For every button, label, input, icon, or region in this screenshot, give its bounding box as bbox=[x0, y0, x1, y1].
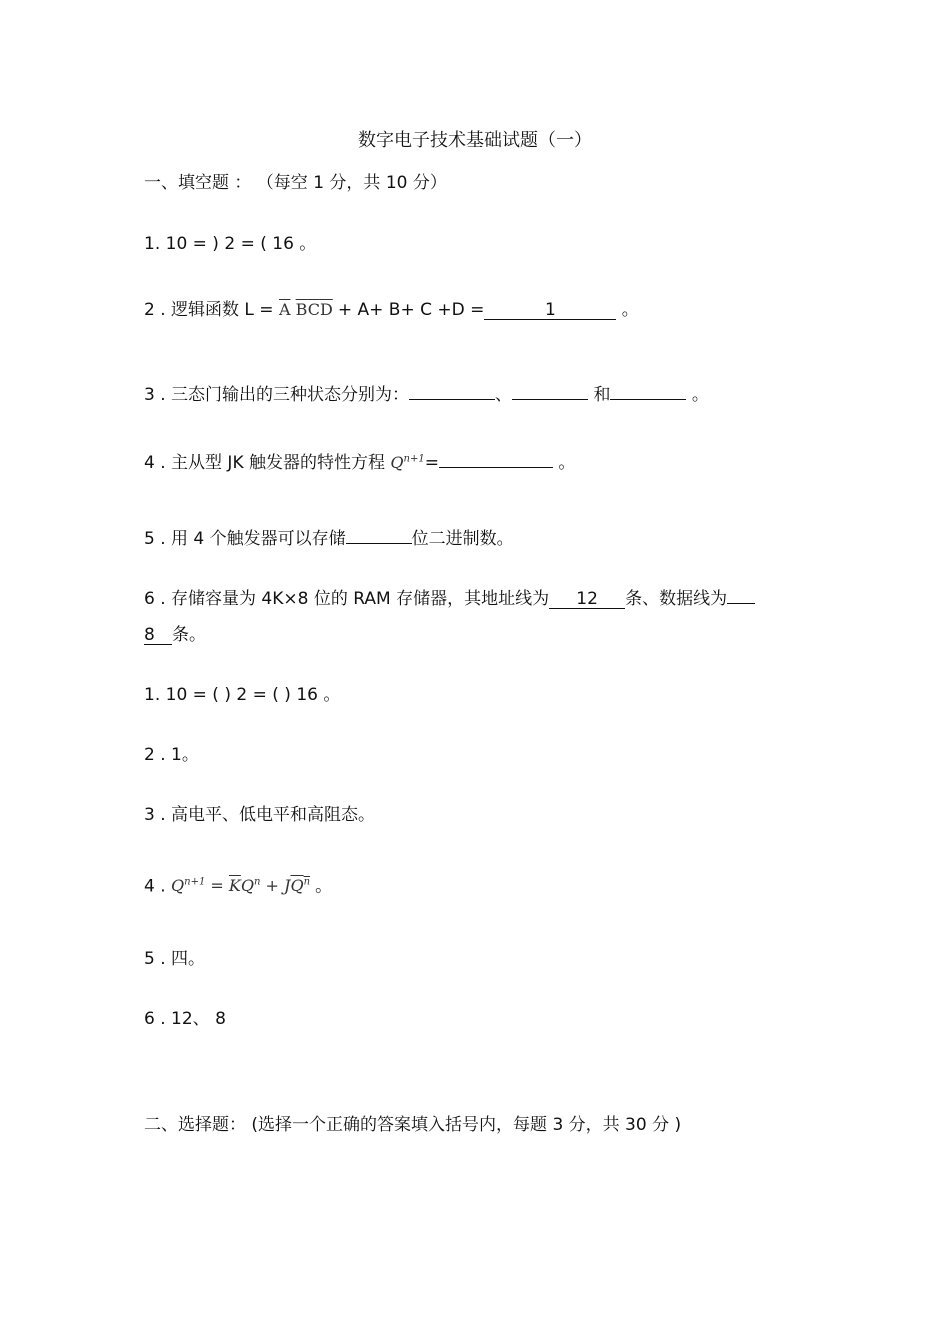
question-4-q: Q bbox=[390, 453, 404, 472]
question-1: 1. 10 = ) 2 = ( 16 。 bbox=[144, 234, 317, 254]
answer-4-lhs: Q bbox=[171, 876, 185, 896]
overbar-var-d: $\overline{D}$ bbox=[319, 300, 333, 319]
answer-4-q1: Q bbox=[240, 876, 254, 896]
question-3 bbox=[144, 379, 709, 406]
answer-1: 1. 10 = ( ) 2 = ( ) 16 。 bbox=[144, 685, 341, 705]
answer-4-q2: Q bbox=[290, 876, 304, 896]
question-2-blank: 1 bbox=[484, 299, 616, 320]
answer-4-lhs-exp: n+1 bbox=[184, 877, 206, 888]
question-2-prefix: 2 . 逻辑函数 L = bbox=[144, 300, 274, 320]
answer-4-end: 。 bbox=[315, 876, 333, 897]
question-3-sep-2: 和 bbox=[593, 385, 611, 405]
question-3-blank-1 bbox=[409, 379, 495, 400]
answer-5: 5 . 四。 bbox=[144, 949, 206, 969]
question-5-prefix: 5 . 用 4 个触发器可以存储 bbox=[144, 529, 346, 549]
question-5 bbox=[144, 523, 514, 550]
question-6-continued bbox=[144, 624, 206, 646]
answer-6: 6 . 12、 8 bbox=[144, 1009, 226, 1029]
answer-2: 2 . 1。 bbox=[144, 745, 199, 765]
section-1-heading: 一、填空题 ： （每空 1 分，共 10 分） bbox=[144, 173, 447, 193]
answer-4-formula bbox=[171, 876, 315, 895]
section-2-heading: 二、选择题： (选择一个正确的答案填入括号内，每题 3 分，共 30 分 ) bbox=[144, 1115, 682, 1135]
question-2-end: 。 bbox=[621, 300, 639, 320]
answer-4 bbox=[144, 872, 332, 897]
question-6-blank-2: 8 bbox=[144, 624, 172, 645]
question-6 bbox=[144, 583, 755, 610]
question-4-eq: = bbox=[424, 453, 439, 473]
answer-4-q2-exp: n bbox=[303, 877, 311, 888]
question-3-blank-3 bbox=[610, 379, 686, 400]
question-5-suffix: 位二进制数。 bbox=[411, 529, 514, 549]
question-6-prefix: 6 . 存储容量为 4K×8 位的 RAM 存储器，其地址线为 bbox=[144, 589, 550, 609]
answer-4-q1-exp: n bbox=[254, 877, 261, 888]
question-6-blank-2-start bbox=[727, 583, 755, 604]
question-4-prefix: 4 . 主从型 JK 触发器的特性方程 bbox=[144, 453, 385, 473]
overbar-var-a: $\overline{A}$ bbox=[278, 300, 291, 319]
question-2-suffix: + A+ B+ C +D = bbox=[337, 300, 485, 320]
question-4-formula bbox=[390, 453, 424, 472]
answer-4-plus: + J bbox=[260, 876, 291, 896]
question-3-end: 。 bbox=[691, 385, 709, 405]
question-4-end: 。 bbox=[558, 453, 576, 473]
answer-4-eq: = bbox=[205, 876, 229, 896]
page-title: 数字电子技术基础试题（一） bbox=[358, 130, 592, 151]
question-6-mid: 条、数据线为 bbox=[625, 589, 728, 609]
answer-4-k: $\overline{K}$ bbox=[228, 876, 241, 896]
question-4 bbox=[144, 447, 575, 474]
question-3-blank-2 bbox=[512, 379, 588, 400]
answer-3: 3 . 高电平、低电平和高阻态。 bbox=[144, 805, 376, 825]
question-6-end: 条。 bbox=[172, 625, 206, 645]
question-4-blank bbox=[439, 447, 553, 468]
question-2 bbox=[144, 299, 639, 321]
question-6-blank-1: 12 bbox=[549, 588, 625, 609]
question-3-prefix: 3 . 三态门输出的三种状态分别为： bbox=[144, 385, 410, 405]
answer-4-prefix: 4 . bbox=[144, 876, 166, 897]
overbar-var-c: $\overline{C}$ bbox=[307, 300, 320, 319]
question-5-blank bbox=[346, 523, 412, 544]
question-3-sep-1: 、 bbox=[495, 385, 513, 405]
question-4-exp: n+1 bbox=[403, 453, 425, 465]
overbar-var-b: $\overline{B}$ bbox=[295, 300, 308, 319]
